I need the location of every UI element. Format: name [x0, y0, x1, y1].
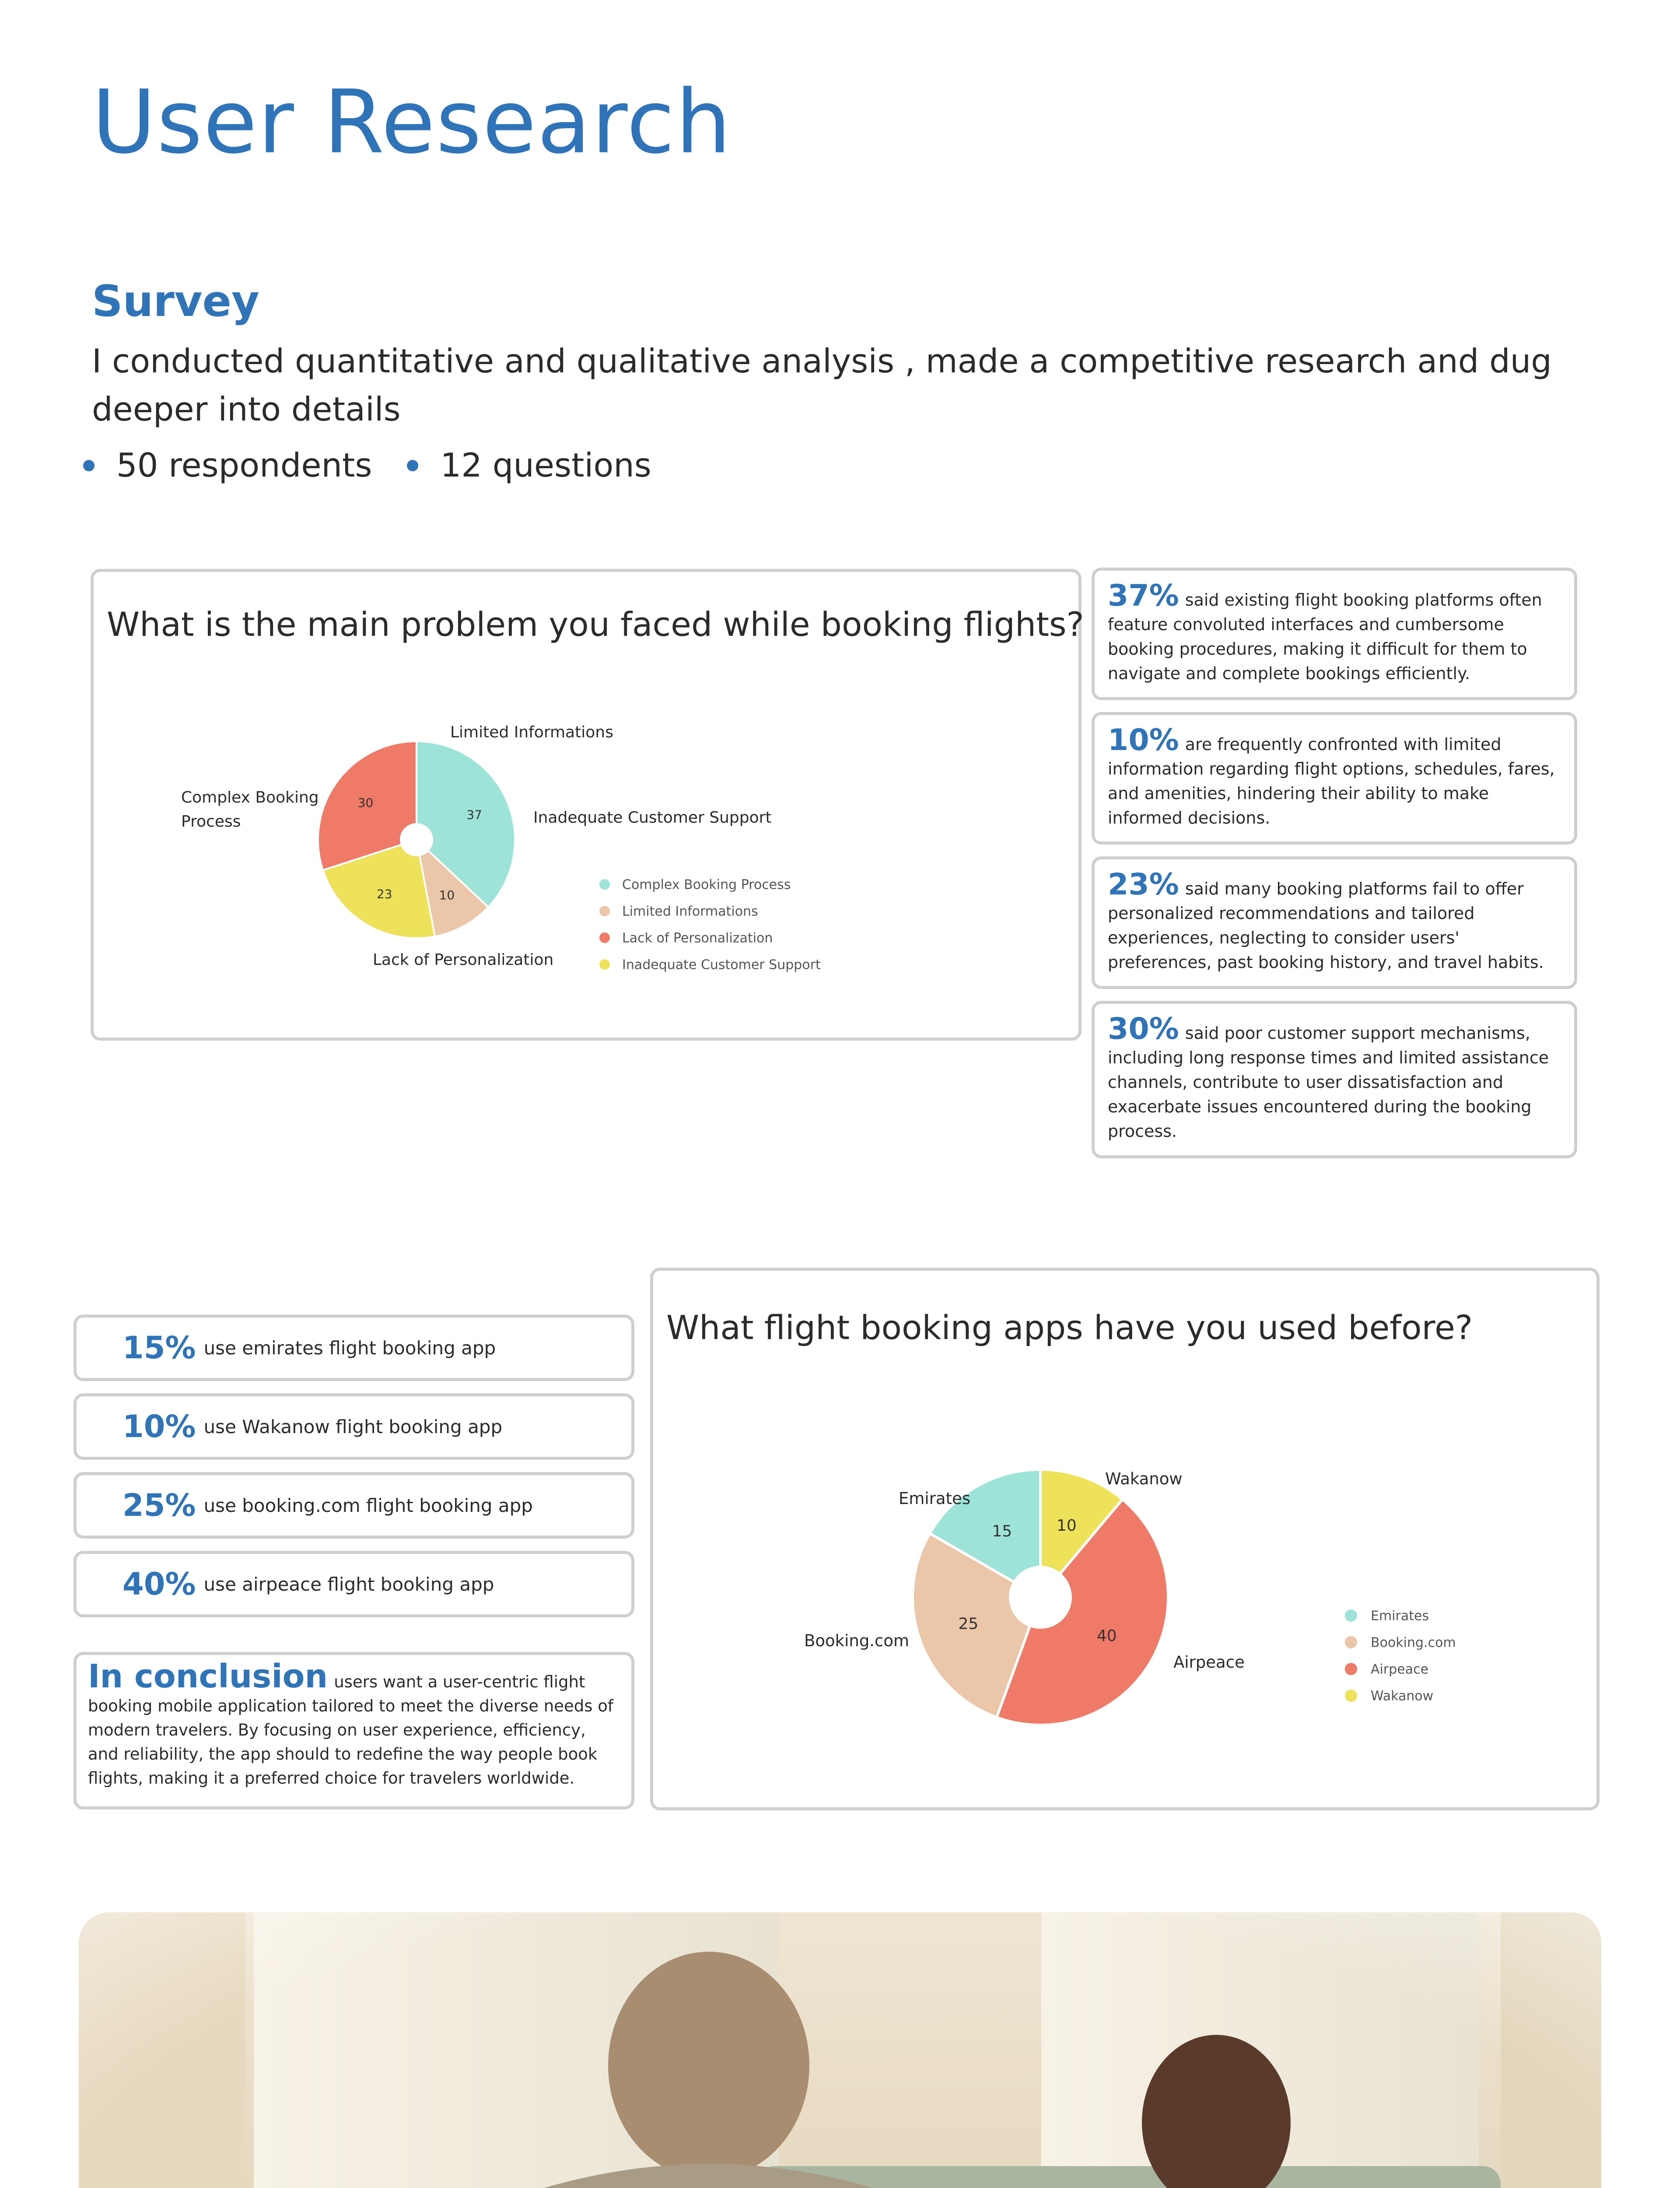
stat-text: use booking.com flight booking app — [203, 1494, 533, 1516]
legend-swatch-icon — [1345, 1636, 1357, 1648]
pie2-label-airpeace: Airpeace — [1173, 1653, 1245, 1672]
legend-swatch-icon — [599, 933, 610, 943]
bullet-item: 50 respondents — [83, 449, 372, 482]
stat-text: said many booking platforms fail to offer personalized recommendations and tailored experiences, neglecting to consider users' preferences, past booking history, and travel habits. — [1108, 879, 1544, 972]
stat-text: are frequently confronted with limited information regarding flight options, schedules, fares, and amenities, hindering their ability to make informed decisions. — [1108, 735, 1555, 828]
bullet-dot-icon — [83, 460, 94, 471]
pie-value-label: 40 — [1096, 1627, 1117, 1645]
legend-item-lack-of-personalization: Lack of Personalization — [622, 930, 773, 946]
app-stat-card — [74, 1551, 634, 1617]
pie2-label-booking: Booking.com — [804, 1631, 910, 1650]
pie-center-hole — [400, 823, 433, 856]
pie-value-label: 10 — [439, 887, 455, 902]
pie-value-label: 15 — [992, 1522, 1012, 1540]
apps-pie-chart — [653, 1271, 1596, 1807]
pie-value-label: 10 — [1057, 1516, 1077, 1535]
interview-illustration — [79, 1912, 1601, 2188]
problems-question: What is the main problem you faced while booking flights? — [107, 605, 1084, 644]
pie1-slices — [318, 741, 515, 938]
legend-item-airpeace: Airpeace — [1371, 1662, 1429, 1677]
legend-swatch-icon — [599, 959, 610, 970]
legend-item-booking-com: Booking.com — [1371, 1635, 1456, 1651]
survey-heading: Survey — [92, 277, 259, 326]
pie-value-label: 37 — [466, 807, 482, 822]
pie1-legend — [599, 877, 821, 973]
legend-swatch-icon — [599, 906, 610, 916]
stat-percent: 37% — [1108, 579, 1179, 613]
legend-item-limited-informations: Limited Informations — [622, 904, 758, 919]
legend-item-complex-booking-process: Complex Booking Process — [622, 877, 791, 893]
stat-percent: 10% — [1108, 723, 1179, 757]
app-stat-card — [74, 1393, 634, 1460]
stat-text: use airpeace flight booking app — [203, 1573, 494, 1595]
problem-stat-card — [1092, 712, 1577, 845]
interview-photo — [79, 1912, 1601, 2188]
legend-swatch-icon — [1345, 1609, 1357, 1622]
survey-bullets — [83, 446, 651, 484]
pie1-label-complex-2: Process — [181, 813, 241, 831]
pie1-label-limited: Limited Informations — [450, 723, 613, 741]
problem-stat-card — [1092, 1001, 1577, 1158]
legend-item-inadequate-customer-support: Inadequate Customer Support — [622, 957, 821, 973]
pie2-legend — [1345, 1609, 1456, 1704]
stat-percent: 30% — [1108, 1012, 1179, 1046]
survey-intro: I conducted quantitative and qualitative analysis , made a competitive research and dug deeper into details — [92, 342, 1552, 428]
problems-chart-card — [91, 569, 1082, 1041]
stat-percent: 40% — [122, 1566, 196, 1602]
problem-stat-card — [1092, 568, 1577, 700]
stat-percent: 10% — [122, 1409, 196, 1445]
pie1-label-complex-1: Complex Booking — [181, 789, 319, 806]
apps-chart-card — [650, 1268, 1600, 1810]
legend-item-emirates: Emirates — [1371, 1608, 1429, 1624]
legend-item-wakanow: Wakanow — [1371, 1688, 1434, 1704]
problems-pie-chart — [94, 572, 1078, 1038]
conclusion-card — [74, 1652, 634, 1809]
conclusion-heading: In conclusion — [88, 1658, 328, 1695]
pie2-label-emirates: Emirates — [899, 1489, 971, 1508]
stat-text: use emirates flight booking app — [203, 1337, 496, 1359]
pie1-label-inadequate: Inadequate Customer Support — [533, 809, 772, 827]
conclusion-text: users want a user-centric flight booking mobile application tailored to meet the diverse needs of modern travelers. By focusing on user experience, efficiency, and reliability, the app should to redefine the way people book flights, making it a preferred choice for travelers worldwide. — [88, 1673, 613, 1788]
pie-value-label: 30 — [357, 796, 374, 810]
stat-text: said existing flight booking platforms often feature convoluted interfaces and cumbersome booking procedures, making it difficult for them to navigate and complete bookings efficiently. — [1108, 590, 1542, 683]
stat-text: use Wakanow flight booking app — [203, 1416, 503, 1438]
pie2-label-wakanow: Wakanow — [1105, 1469, 1183, 1488]
pie-value-label: 23 — [376, 887, 392, 901]
legend-swatch-icon — [1345, 1690, 1357, 1702]
app-stat-card — [74, 1315, 634, 1381]
page-title: User Research — [92, 71, 732, 173]
stat-percent: 25% — [122, 1487, 196, 1523]
pie-center-hole — [1009, 1566, 1072, 1629]
problem-stat-card — [1092, 856, 1577, 989]
stat-percent: 23% — [1108, 867, 1179, 902]
app-stat-card — [74, 1472, 634, 1539]
legend-swatch-icon — [599, 879, 610, 890]
legend-swatch-icon — [1345, 1663, 1357, 1675]
pie1-label-lack: Lack of Personalization — [373, 951, 554, 969]
apps-question: What flight booking apps have you used before? — [666, 1308, 1473, 1347]
stat-text: said poor customer support mechanisms, including long response times and limited assistance channels, contribute to user dissatisfaction and exacerbate issues encountered during the booking process. — [1108, 1024, 1549, 1141]
bullet-item: 12 questions — [407, 449, 651, 482]
pie-value-label: 25 — [958, 1615, 979, 1633]
bullet-dot-icon — [407, 460, 418, 471]
stat-percent: 15% — [122, 1330, 196, 1366]
